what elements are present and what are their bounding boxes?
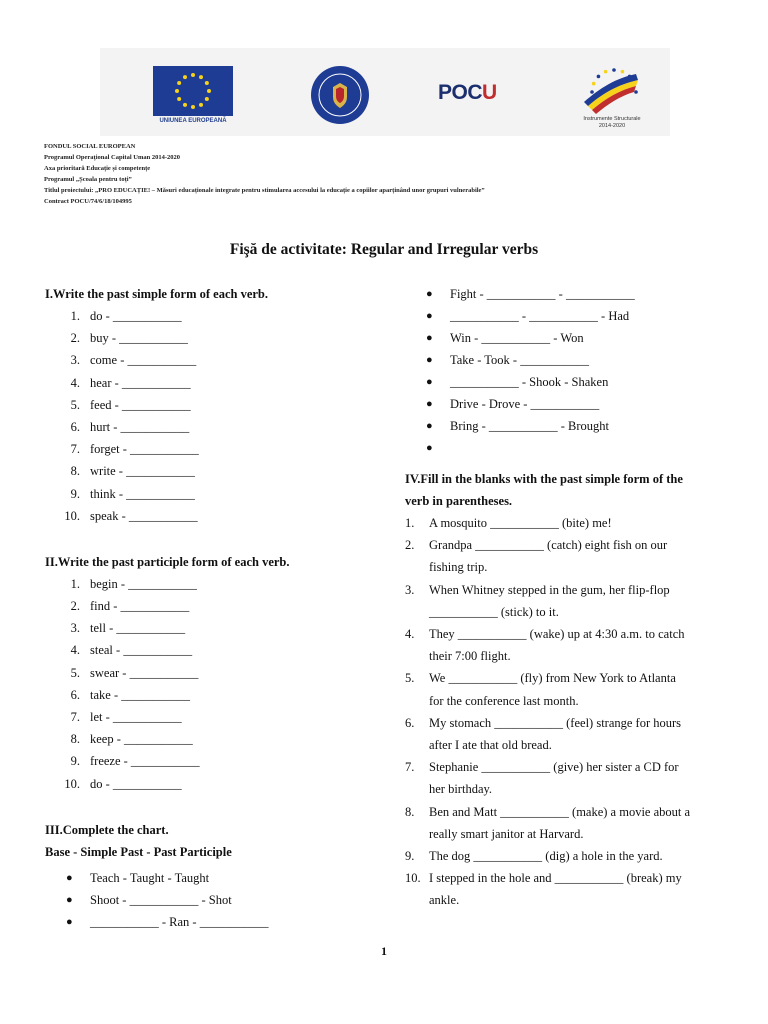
list-item: 5. We ___________ (fly) from New York to Atlanta for the conference last month. [405,667,730,711]
exercise-text: Teach - Taught - Taught [90,870,210,885]
bullet-icon: ● [426,354,433,366]
exercise-text: ___________ - Ran - ___________ [90,914,269,929]
list-item: 8. Ben and Matt ___________ (make) a movie about a really smart janitor at Harvard. [405,801,730,845]
section-1-list [45,305,385,527]
bullet-icon: ● [66,871,73,884]
list-item: 10. speak - ___________ [64,508,198,523]
is-star-icon [621,70,625,74]
bullet-icon: ● [426,288,433,300]
left-column [45,283,385,933]
list-item: 7. let - ___________ [70,710,182,724]
list-item: 2. buy - ___________ [70,331,188,346]
exercise-text: forget - ___________ [90,442,199,457]
list-item: 1. A mosquito ___________ (bite) me! [405,512,730,534]
list-item: 4. They ___________ (wake) up at 4:30 a.m. to catch their 7:00 flight. [405,623,730,667]
exercise-text: let - ___________ [90,710,182,724]
is-star-icon [597,75,601,79]
is-star-icon [590,90,594,94]
exercise-text: steal - ___________ [90,643,193,658]
project-info-block [44,141,564,207]
bullet-icon: ● [426,442,433,454]
exercise-text-continued: her birthday. [429,782,493,797]
bullet-icon: ● [426,376,433,388]
list-item: 10. I stepped in the hole and ___________ (break) my ankle. [405,867,730,911]
section-4-heading-line2: verb in parentheses. [405,494,513,508]
list-item: 9. think - ___________ [70,486,195,501]
list-item [405,349,730,371]
bullet-icon: ● [426,332,433,344]
list-item: 8. write - ___________ [70,464,195,479]
section-3-subheading: Base - Simple Past - Past Participle [45,844,232,859]
eu-star-icon [191,73,195,77]
eu-star-icon [207,89,211,93]
section-2-list [45,573,385,795]
project-info-line: Titlul proiectului: „PRO EDUCAȚIE! – Măsuri educaționale integrate pentru stimularea accesului la educație a copiilor aparținând unor grupuri vulnerabile” [44,187,485,194]
exercise-text: Grandpa ___________ (catch) eight fish on our [429,538,668,553]
exercise-text-continued: their 7:00 flight. [429,649,511,664]
list-item [405,393,730,415]
pocu-logo [438,81,497,105]
exercise-text: swear - ___________ [90,665,199,680]
list-item: 7. forget - ___________ [70,442,199,457]
exercise-text: Win - ___________ - Won [450,331,584,345]
list-item: 9. freeze - ___________ [70,754,200,769]
section-4-list [405,512,730,912]
project-info-line: FONDUL SOCIAL EUROPEAN [44,143,136,150]
list-item: 6. hurt - ___________ [70,419,190,434]
eu-star-icon [177,81,181,85]
list-item [45,867,385,889]
right-column [405,283,730,912]
eu-star-icon [199,103,203,107]
list-item: 6. My stomach ___________ (feel) strange for hours after I ate that old bread. [405,712,730,756]
exercise-text: buy - ___________ [90,331,188,346]
bullet-icon: ● [66,915,73,928]
exercise-text: ___________ - ___________ - Had [450,309,630,323]
exercise-text: find - ___________ [90,599,190,614]
project-info-line: Programul Operaţional Capital Uman 2014-2020 [44,154,181,161]
bullet-icon: ● [426,420,433,432]
exercise-text: When Whitney stepped in the gum, her flip-flop [429,582,670,597]
exercise-text: hurt - ___________ [90,419,190,434]
list-item [45,889,385,911]
exercise-text: Take - Took - ___________ [450,353,589,367]
exercise-text: Drive - Drove - ___________ [450,397,600,411]
exercise-text: Bring - ___________ - Brought [450,419,610,433]
list-item: 9. The dog ___________ (dig) a hole in the yard. [405,845,730,867]
eu-star-icon [191,105,195,109]
list-item: 10. do - ___________ [64,776,182,791]
eu-star-icon [175,89,179,93]
eu-star-icon [199,75,203,79]
section-3-heading: III.Complete the chart. [45,822,169,837]
exercise-text-continued: fishing trip. [429,560,488,575]
exercise-text-continued: ___________ (stick) to it. [429,604,559,619]
project-info-line: Programul „Școala pentru toți” [44,176,132,183]
bullet-icon: ● [66,893,73,906]
pocu-logo-text: POC [438,81,483,104]
exercise-text: take - ___________ [90,687,190,702]
eu-caption: UNIUNEA EUROPEANĂ [159,118,227,124]
exercise-text-continued: really smart janitor at Harvard. [429,826,584,841]
list-item: 3. When Whitney stepped in the gum, her flip-flop ___________ (stick) to it. [405,579,730,623]
is-star-icon [634,90,638,94]
list-item: 4. hear - ___________ [70,375,191,390]
exercise-text: We ___________ (fly) from New York to Atlanta [429,671,676,686]
exercise-text: I stepped in the hole and ___________ (break) my [429,871,682,886]
structural-instruments-logo-icon [580,62,644,118]
worksheet-title: Fişă de activitate: Regular and Irregular verbs [229,241,539,258]
exercise-text: do - ___________ [90,309,182,323]
structural-instruments-caption [562,116,662,130]
is-star-icon [612,68,616,72]
page-number: 1 [381,944,387,958]
list-item: 3. come - ___________ [70,353,197,368]
eu-star-icon [183,103,187,107]
list-item [405,371,730,393]
list-item [45,911,385,933]
exercise-text: Fight - ___________ - ___________ [450,287,635,301]
eu-flag-icon [153,66,233,116]
exercise-text: Stephanie ___________ (give) her sister a CD for [429,760,679,775]
exercise-text: Ben and Matt ___________ (make) a movie about a [429,804,691,819]
section-1-heading: I.Write the past simple form of each verb. [45,287,268,301]
list-item: 7. Stephanie ___________ (give) her sister a CD for her birthday. [405,756,730,800]
section-4-heading-line1: IV.Fill in the blanks with the past simple form of the [405,472,683,486]
list-item [405,327,730,349]
list-item: 1. do - ___________ [70,309,182,323]
list-item: 4. steal - ___________ [70,643,193,658]
exercise-text: do - ___________ [90,776,182,791]
list-item: 3. tell - ___________ [70,621,186,636]
exercise-text: come - ___________ [90,353,197,368]
list-item: 2. find - ___________ [70,599,190,614]
exercise-text: They ___________ (wake) up at 4:30 a.m. to catch [429,627,685,642]
exercise-text: freeze - ___________ [90,754,200,769]
list-item [405,283,730,305]
exercise-text: hear - ___________ [90,375,191,390]
exercise-text: begin - ___________ [90,576,197,591]
list-item: 6. take - ___________ [70,687,190,702]
list-item [405,437,730,459]
is-caption-line1: Instrumente Structurale [583,116,641,122]
exercise-text: tell - ___________ [90,621,186,636]
eu-star-icon [183,75,187,79]
exercise-text-continued: after I ate that old bread. [429,738,552,753]
exercise-text: speak - ___________ [90,508,198,523]
exercise-text-continued: ankle. [429,893,460,908]
project-info-line: Axa prioritară Educație și competențe [44,165,151,172]
list-item: 5. swear - ___________ [70,665,199,680]
section-3-list-left [45,867,385,933]
eu-star-icon [205,81,209,85]
list-item [405,415,730,437]
list-item: 8. keep - ___________ [70,732,193,747]
is-star-icon [592,82,596,86]
bullet-icon: ● [426,398,433,410]
exercise-text-continued: for the conference last month. [429,693,579,708]
romanian-government-seal-icon [310,65,370,125]
exercise-text: keep - ___________ [90,732,193,747]
pocu-logo-suffix: U [482,81,497,104]
is-caption-line2: 2014-2020 [598,123,626,129]
exercise-text: feed - ___________ [90,397,191,412]
list-item: 2. Grandpa ___________ (catch) eight fish on our fishing trip. [405,534,730,578]
exercise-text: A mosquito ___________ (bite) me! [429,516,612,530]
exercise-text: My stomach ___________ (feel) strange for hours [429,715,682,730]
exercise-text: write - ___________ [90,464,195,479]
logos-banner [100,48,670,136]
eu-star-icon [177,97,181,101]
exercise-text: The dog ___________ (dig) a hole in the yard. [429,849,663,864]
exercise-text: Shoot - ___________ - Shot [90,892,232,907]
bullet-icon: ● [426,310,433,322]
list-item: 1. begin - ___________ [70,576,197,591]
section-3-list-right [405,283,730,459]
exercise-text: think - ___________ [90,486,195,501]
section-2-heading: II.Write the past participle form of each verb. [45,554,290,569]
is-star-icon [604,70,608,74]
list-item: 5. feed - ___________ [70,397,191,412]
list-item [405,305,730,327]
exercise-text: ___________ - Shook - Shaken [450,375,609,389]
project-info-line: Contract POCU/74/6/18/104995 [44,198,132,205]
eu-star-icon [205,97,209,101]
